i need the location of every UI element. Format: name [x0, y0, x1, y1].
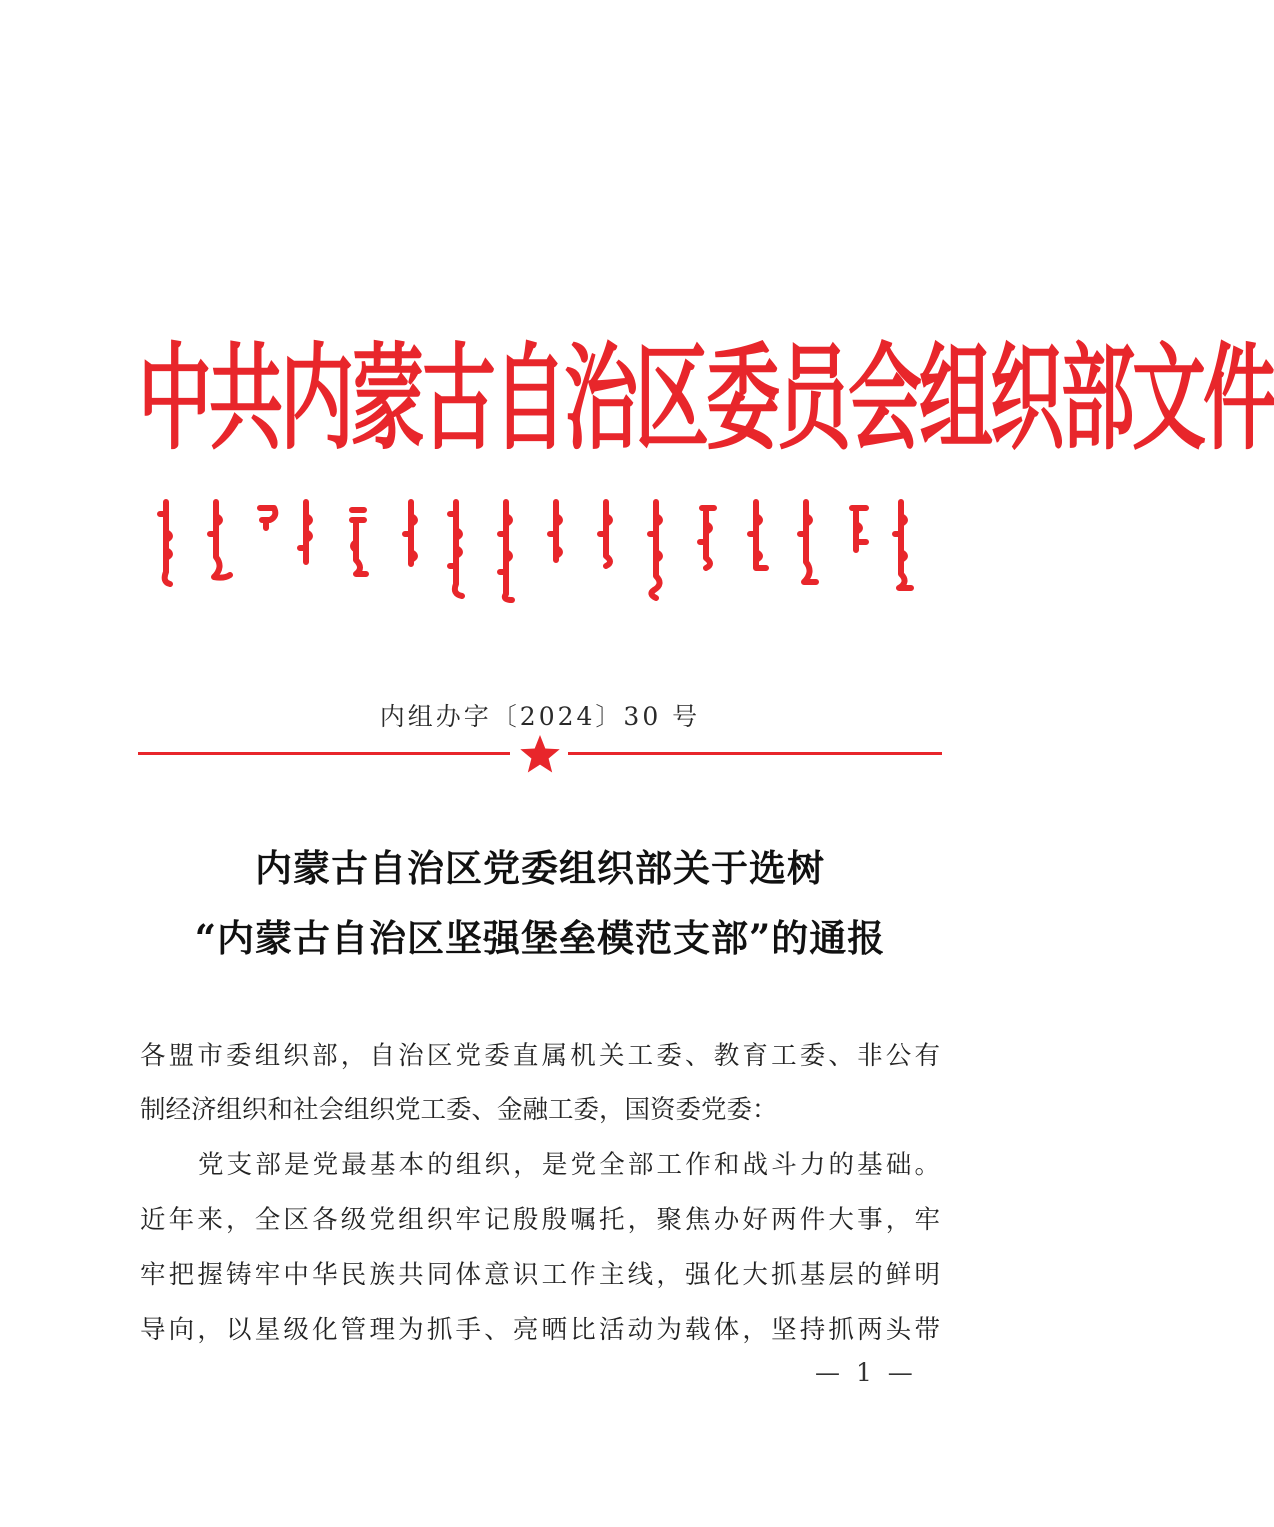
masthead-char: 组	[919, 332, 990, 466]
divider-line-left	[138, 752, 510, 755]
body-line: 制经济组织和社会组织党工委、金融工委，国资委党委：	[140, 1095, 778, 1125]
document-title-line-2: “内蒙古自治区坚强堡垒模范支部”的通报	[194, 916, 886, 960]
masthead-char: 蒙	[351, 332, 422, 466]
red-star-icon	[518, 732, 562, 776]
body-line: 各盟市委组织部，自治区党委直属机关工委、教育工委、非公有	[140, 1041, 940, 1071]
masthead-char: 共	[209, 332, 280, 466]
masthead-char: 治	[564, 332, 635, 466]
masthead-char: 委	[706, 332, 777, 466]
page-number: — 1 —	[815, 1358, 917, 1387]
mongolian-script-logo	[150, 496, 940, 606]
masthead-char: 部	[1061, 332, 1132, 466]
masthead-char: 内	[280, 332, 351, 466]
masthead-char: 员	[777, 332, 848, 466]
body-line: 牢把握铸牢中华民族共同体意识工作主线，强化大抓基层的鲜明	[140, 1260, 940, 1290]
masthead-char: 会	[848, 332, 919, 466]
document-number: 内组办字〔2024〕30 号	[379, 702, 701, 731]
masthead-char: 件	[1203, 332, 1274, 466]
masthead-title	[138, 332, 1274, 492]
masthead-char: 中	[138, 332, 209, 466]
masthead-char: 古	[422, 332, 493, 466]
body-line: 党支部是党最基本的组织，是党全部工作和战斗力的基础。	[198, 1150, 940, 1180]
body-line: 近年来，全区各级党组织牢记殷殷嘱托，聚焦办好两件大事，牢	[140, 1205, 940, 1235]
masthead-char: 文	[1132, 332, 1203, 466]
document-title-line-1: 内蒙古自治区党委组织部关于选树	[255, 846, 825, 890]
masthead-char: 织	[990, 332, 1061, 466]
masthead-char: 区	[635, 332, 706, 466]
divider-line-right	[568, 752, 942, 755]
body-line: 导向，以星级化管理为抓手、亮晒比活动为载体，坚持抓两头带	[140, 1315, 940, 1345]
masthead-char: 自	[493, 332, 564, 466]
